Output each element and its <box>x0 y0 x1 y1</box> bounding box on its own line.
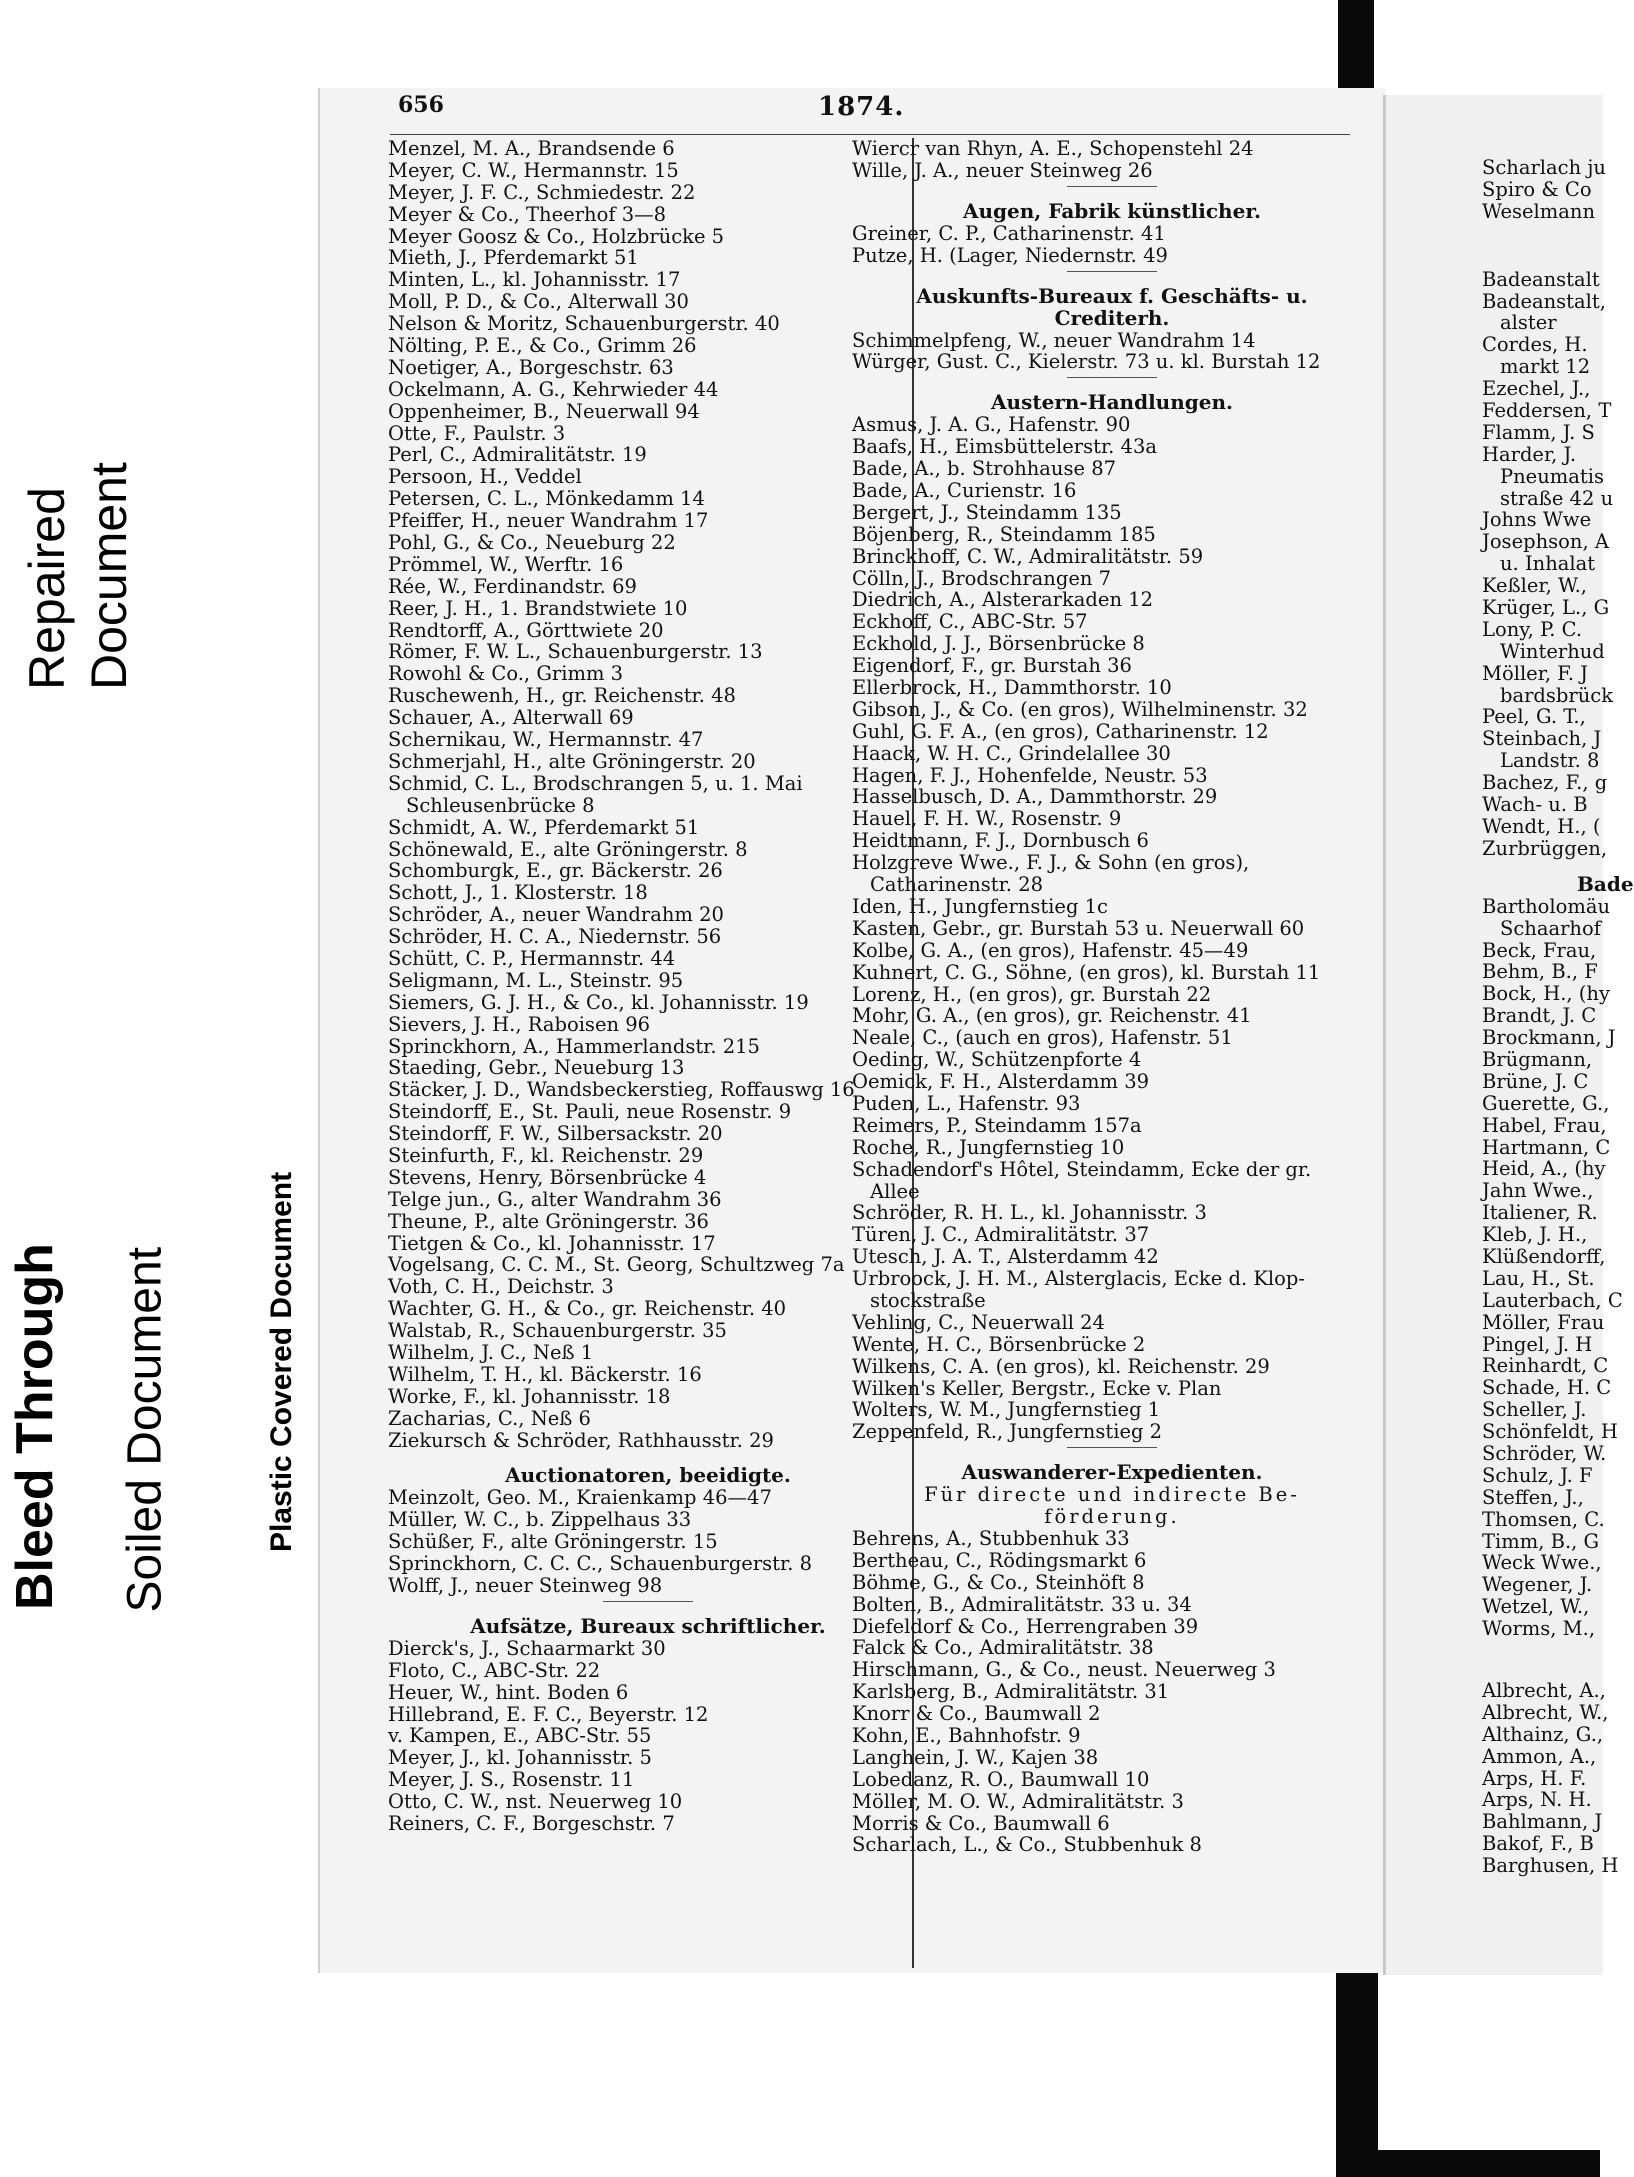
directory-entry: Badeanstalt <box>1482 267 1600 291</box>
directory-entry: Scharlach ju <box>1482 156 1606 179</box>
right-group-2 <box>1482 896 1634 1640</box>
directory-entry: Wilkens, C. A. (en gros), kl. Reichenstr. 29 <box>852 1354 1270 1378</box>
directory-entry: Schmerjahl, H., alte Gröningerstr. 20 <box>388 749 756 773</box>
directory-entry: Kuhnert, C. G., Söhne, (en gros), kl. Burstah 11 <box>852 960 1321 984</box>
directory-entry: Karlsberg, B., Admiralitätstr. 31 <box>852 1680 1170 1704</box>
directory-entry: Baafs, H., Eimsbüttelerstr. 43a <box>852 435 1157 459</box>
directory-entry: Prömmel, W., Werftr. 16 <box>388 552 624 576</box>
directory-entry: Sprinckhorn, C. C. C., Schauenburgerstr. 8 <box>388 1552 812 1576</box>
directory-entry: Josephson, A <box>1482 530 1609 554</box>
repaired-document-label: Repaired Document <box>19 462 137 690</box>
directory-entry: Oeding, W., Schützenpforte 4 <box>852 1048 1142 1072</box>
directory-entry: Flamm, J. S <box>1482 420 1595 444</box>
directory-entry: Schimmelpfeng, W., neuer Wandrahm 14 <box>852 328 1256 352</box>
auskunft-heading: Auskunfts-Bureaux f. Geschäfts- u. <box>916 283 1308 308</box>
directory-entry: Heidtmann, F. J., Dornbusch 6 <box>852 829 1149 853</box>
directory-entry: Hirschmann, G., & Co., neust. Neuerweg 3 <box>852 1658 1276 1682</box>
directory-entry: Meyer, J. S., Rosenstr. 11 <box>388 1768 635 1792</box>
right-group-1 <box>1482 269 1634 860</box>
section-rule <box>1067 1447 1157 1448</box>
directory-entry: Beck, Frau, <box>1482 938 1597 962</box>
directory-entry: Brügmann, <box>1482 1047 1593 1071</box>
directory-entry: Keßler, W., <box>1482 574 1587 598</box>
directory-entry: Neale, C., (auch en gros), Hafenstr. 51 <box>852 1026 1233 1050</box>
directory-entry: Scheller, J. <box>1482 1398 1587 1422</box>
next-page-fragment <box>1383 95 1634 1975</box>
directory-entry: Schmidt, A. W., Pferdemarkt 51 <box>388 815 700 839</box>
directory-entry: Rendtorff, A., Görttwiete 20 <box>388 618 664 642</box>
directory-entry: Diefeldorf & Co., Herrengraben 39 <box>852 1614 1199 1638</box>
directory-entry: Meinzolt, Geo. M., Kraienkamp 46—47 <box>388 1486 772 1510</box>
directory-entry: Noetiger, A., Borgeschstr. 63 <box>388 355 674 379</box>
directory-entry: Timm, B., G <box>1482 1529 1600 1553</box>
directory-entry: Eckhold, J. J., Börsenbrücke 8 <box>852 632 1145 656</box>
directory-entry: Roche, R., Jungfernstieg 10 <box>852 1135 1125 1159</box>
directory-entry: Schaarhof <box>1500 916 1601 940</box>
directory-entry: Wendt, H., ( <box>1482 814 1601 838</box>
austern-heading: Austern-Handlungen. <box>991 390 1233 415</box>
directory-entry: Feddersen, T <box>1482 399 1612 423</box>
page-number: 656 <box>398 92 444 118</box>
directory-entry: Bartholomäu <box>1482 894 1611 918</box>
directory-entry: Persoon, H., Veddel <box>388 465 582 489</box>
overlay-labels <box>0 0 320 2177</box>
directory-entry: Cordes, H. <box>1482 333 1588 357</box>
directory-entry: Weck Wwe., <box>1482 1551 1602 1575</box>
directory-entry: Bade, A., Curienstr. 16 <box>852 479 1077 503</box>
directory-entry: Schauer, A., Alterwall 69 <box>388 706 634 730</box>
spacer <box>1482 223 1634 269</box>
directory-entry: Wolff, J., neuer Steinweg 98 <box>388 1574 663 1597</box>
austern-list <box>852 414 1372 1443</box>
directory-entry: Mieth, J., Pferdemarkt 51 <box>388 246 639 270</box>
directory-entry: Lorenz, H., (en gros), gr. Burstah 22 <box>852 982 1212 1006</box>
directory-entry: Wegener, J. <box>1482 1573 1593 1597</box>
auctionatoren-list <box>388 1487 908 1596</box>
directory-entry: Lobedanz, R. O., Baumwall 10 <box>852 1767 1150 1791</box>
directory-entry: Müller, W. C., b. Zippelhaus 33 <box>388 1508 692 1532</box>
directory-entry: Weselmann <box>1482 199 1596 223</box>
directory-entry: Heid, A., (hy <box>1482 1157 1606 1181</box>
directory-entry: Meyer, J., kl. Johannisstr. 5 <box>388 1746 652 1770</box>
soiled-document-label: Soiled Document <box>118 1246 172 1613</box>
directory-entry: Brockmann, J <box>1482 1026 1616 1050</box>
auskunft-list <box>852 330 1372 374</box>
directory-entry: Zurbrüggen, <box>1482 836 1608 860</box>
directory-entry: Winterhud <box>1500 639 1605 663</box>
directory-entry: Schröder, H. C. A., Niedernstr. 56 <box>388 925 722 949</box>
directory-entry: Telge jun., G., alter Wandrahm 36 <box>388 1187 722 1211</box>
auctionatoren-heading: Auctionatoren, beeidigte. <box>505 1463 791 1488</box>
middle-column <box>852 138 1372 1856</box>
directory-entry: Schernikau, W., Hermannstr. 47 <box>388 728 704 752</box>
directory-entry: Petersen, C. L., Mönkedamm 14 <box>388 487 705 511</box>
directory-entry: Arps, N. H. <box>1482 1788 1592 1812</box>
directory-entry: Urbroock, J. H. M., Alsterglacis, Ecke d. Klop- <box>852 1267 1305 1291</box>
directory-entry: Mohr, G. A., (en gros), gr. Reichenstr. 41 <box>852 1004 1252 1028</box>
page-year: 1874. <box>818 92 905 122</box>
directory-entry: Schmid, C. L., Brodschrangen 5, u. 1. Mai <box>388 771 803 795</box>
directory-entry: Theune, P., alte Gröningerstr. 36 <box>388 1209 709 1233</box>
directory-entry: Bolten, B., Admiralitätstr. 33 u. 34 <box>852 1592 1192 1616</box>
directory-entry: Langhein, J. W., Kajen 38 <box>852 1745 1099 1769</box>
directory-entry: Iden, H., Jungfernstieg 1c <box>852 894 1108 918</box>
directory-entry: Vehling, C., Neuerwall 24 <box>852 1310 1105 1334</box>
directory-entry: Puden, L., Hafenstr. 93 <box>852 1091 1081 1115</box>
directory-entry: Haack, W. H. C., Grindelallee 30 <box>852 741 1171 765</box>
directory-entry: Meyer & Co., Theerhof 3—8 <box>388 202 667 226</box>
section-rule <box>1067 271 1157 272</box>
directory-entry: Siemers, G. J. H., & Co., kl. Johannisstr. 19 <box>388 990 809 1014</box>
directory-entry: Diedrich, A., Alsterarkaden 12 <box>852 588 1154 612</box>
directory-entry: Wiercr van Rhyn, A. E., Schopenstehl 24 <box>852 137 1254 160</box>
directory-entry: Nölting, P. E., & Co., Grimm 26 <box>388 334 697 358</box>
directory-entry: Stäcker, J. D., Wandsbeckerstieg, Roffauswg 16 <box>388 1078 855 1102</box>
auswanderer-subtitle-2: förderung. <box>1044 1505 1180 1529</box>
directory-entry: Stevens, Henry, Börsenbrücke 4 <box>388 1165 707 1189</box>
directory-entry: Althainz, G., <box>1482 1722 1604 1746</box>
binding-bar-top <box>1338 0 1374 95</box>
directory-entry: Kasten, Gebr., gr. Burstah 53 u. Neuerwall 60 <box>852 916 1305 940</box>
right-column <box>1482 157 1634 1877</box>
directory-entry: Reer, J. H., 1. Brandstwiete 10 <box>388 596 688 620</box>
directory-entry: Schomburgk, E., gr. Bäckerstr. 26 <box>388 859 723 883</box>
directory-entry: Catharinenstr. 28 <box>870 873 1044 897</box>
binding-bar-bottom <box>1336 1972 1378 2177</box>
directory-entry: Möller, M. O. W., Admiralitätstr. 3 <box>852 1789 1184 1813</box>
directory-entry: bardsbrück <box>1500 683 1614 707</box>
directory-entry: Lauterbach, C <box>1482 1288 1623 1312</box>
section-rule <box>603 1601 693 1602</box>
directory-entry: Rée, W., Ferdinandstr. 69 <box>388 574 637 598</box>
directory-entry: Habel, Frau, <box>1482 1113 1607 1137</box>
directory-entry: Schüßer, F., alte Gröningerstr. 15 <box>388 1530 718 1554</box>
directory-entry: Bergert, J., Steindamm 135 <box>852 500 1122 524</box>
directory-entry: Eigendorf, F., gr. Burstah 36 <box>852 654 1132 678</box>
directory-entry: Guhl, G. F. A., (en gros), Catharinenstr. 12 <box>852 719 1269 743</box>
auswanderer-subtitle-1: Für directe und indirecte Be- <box>924 1483 1300 1507</box>
directory-entry: Steffen, J., <box>1482 1485 1584 1509</box>
directory-entry: Schröder, W. <box>1482 1441 1607 1465</box>
directory-entry: Scharlach, L., & Co., Stubbenhuk 8 <box>852 1833 1202 1857</box>
directory-entry: Bahlmann, J <box>1482 1810 1603 1834</box>
directory-entry: Seligmann, M. L., Steinstr. 95 <box>388 968 684 992</box>
mid-top-list <box>852 138 1372 182</box>
directory-entry: Bachez, F., g <box>1482 771 1608 795</box>
directory-entry: Ruschewenh, H., gr. Reichenstr. 48 <box>388 684 736 708</box>
directory-entry: Oppenheimer, B., Neuerwall 94 <box>388 399 700 423</box>
directory-entry: Wachter, G. H., & Co., gr. Reichenstr. 40 <box>388 1297 787 1321</box>
directory-entry: Steindorff, F. W., Silbersackstr. 20 <box>388 1122 723 1146</box>
directory-entry: Wolters, W. M., Jungfernstieg 1 <box>852 1398 1161 1422</box>
aufsaetze-heading: Aufsätze, Bureaux schriftlicher. <box>470 1613 826 1638</box>
directory-entry: Falck & Co., Admiralitätstr. 38 <box>852 1636 1154 1660</box>
directory-entry: Schönfeldt, H <box>1482 1420 1618 1444</box>
directory-entry: Tietgen & Co., kl. Johannisstr. 17 <box>388 1231 716 1255</box>
directory-entry: Italiener, R. <box>1482 1201 1598 1225</box>
directory-entry: Römer, F. W. L., Schauenburgerstr. 13 <box>388 640 763 664</box>
directory-entry: Wille, J. A., neuer Steinweg 26 <box>852 158 1153 182</box>
directory-entry: Utesch, J. A. T., Alsterdamm 42 <box>852 1245 1159 1269</box>
directory-entry: Würger, Gust. C., Kielerstr. 73 u. kl. Burstah 12 <box>852 350 1321 374</box>
page-edge-bottom <box>1374 2150 1600 2177</box>
directory-entry: Vogelsang, C. C. M., St. Georg, Schultzweg 7a <box>388 1253 845 1277</box>
directory-entry: Möller, F. J <box>1482 661 1589 685</box>
right-top-list <box>1482 157 1634 223</box>
directory-entry: Schütt, C. P., Hermannstr. 44 <box>388 946 676 970</box>
directory-entry: Nelson & Moritz, Schauenburgerstr. 40 <box>388 312 780 336</box>
directory-entry: Peel, G. T., <box>1482 705 1586 729</box>
directory-entry: Walstab, R., Schauenburgerstr. 35 <box>388 1319 727 1343</box>
directory-entry: Kohn, E., Bahnhofstr. 9 <box>852 1724 1081 1747</box>
directory-entry: Schröder, A., neuer Wandrahm 20 <box>388 903 724 927</box>
auskunft-heading-2: Crediterh. <box>1054 305 1170 330</box>
directory-entry: Worms, M., <box>1482 1617 1596 1641</box>
directory-entry: Reiners, C. F., Borgeschstr. 7 <box>388 1812 675 1836</box>
directory-entry: Dierck's, J., Schaarmarkt 30 <box>388 1636 666 1660</box>
directory-entry: Reimers, P., Steindamm 157a <box>852 1113 1142 1137</box>
directory-entry: Wetzel, W., <box>1482 1595 1590 1619</box>
directory-entry: Bertheau, C., Rödingsmarkt 6 <box>852 1548 1147 1572</box>
directory-entry: Otto, C. W., nst. Neuerweg 10 <box>388 1790 683 1814</box>
directory-entry: Pohl, G., & Co., Neueburg 22 <box>388 531 676 555</box>
directory-entry: Wach- u. B <box>1482 793 1588 817</box>
directory-entry: Allee <box>870 1179 920 1203</box>
directory-entry: straße 42 u <box>1500 486 1614 510</box>
directory-entry: Krüger, L., G <box>1482 596 1610 620</box>
directory-entry: Schleusenbrücke 8 <box>406 793 595 817</box>
directory-entry: Moll, P. D., & Co., Alterwall 30 <box>388 290 689 314</box>
directory-entry: Wilhelm, T. H., kl. Bäckerstr. 16 <box>388 1362 702 1386</box>
directory-entry: Hasselbusch, D. A., Dammthorstr. 29 <box>852 785 1218 809</box>
directory-entry: Brandt, J. C <box>1482 1004 1597 1028</box>
directory-entry: Schönewald, E., alte Gröningerstr. 8 <box>388 837 748 861</box>
directory-entry: Ziekursch & Schröder, Rathhausstr. 29 <box>388 1428 774 1452</box>
directory-entry: Jahn Wwe., <box>1482 1179 1594 1203</box>
directory-entry: Thomsen, C. <box>1482 1507 1605 1531</box>
directory-entry: Rowohl & Co., Grimm 3 <box>388 662 624 686</box>
directory-entry: Albrecht, A., <box>1482 1679 1606 1702</box>
directory-entry: Klüßendorff, <box>1482 1244 1606 1268</box>
directory-entry: Menzel, M. A., Brandsende 6 <box>388 137 675 160</box>
directory-entry: Johns Wwe <box>1482 508 1592 532</box>
header-rule <box>390 134 1350 135</box>
directory-entry: v. Kampen, E., ABC-Str. 55 <box>388 1724 652 1748</box>
directory-entry: Wilhelm, J. C., Neß 1 <box>388 1340 594 1364</box>
directory-entry: Putze, H. (Lager, Niedernstr. 49 <box>852 243 1168 267</box>
directory-entry: Möller, Frau <box>1482 1310 1605 1334</box>
directory-entry: Steinfurth, F., kl. Reichenstr. 29 <box>388 1143 704 1167</box>
directory-entry: Cölln, J., Brodschrangen 7 <box>852 566 1112 590</box>
directory-entry: Knorr & Co., Baumwall 2 <box>852 1702 1101 1726</box>
directory-entry: Meyer, J. F. C., Schmiedestr. 22 <box>388 180 696 204</box>
bleed-through-label: Bleed Through <box>6 1243 64 1610</box>
left-entry-list <box>388 138 908 1451</box>
directory-entry: Brinckhoff, C. W., Admiralitätstr. 59 <box>852 544 1204 568</box>
document-page <box>318 88 1385 1973</box>
directory-entry: Worke, F., kl. Johannisstr. 18 <box>388 1384 671 1408</box>
directory-entry: Sievers, J. H., Raboisen 96 <box>388 1012 651 1036</box>
directory-entry: Heuer, W., hint. Boden 6 <box>388 1680 629 1704</box>
augen-heading: Augen, Fabrik künstlicher. <box>963 198 1261 223</box>
directory-entry: Landstr. 8 <box>1500 749 1600 773</box>
directory-entry: Arps, H. F. <box>1482 1766 1587 1790</box>
directory-entry: Behm, B., F <box>1482 960 1598 984</box>
directory-entry: Asmus, J. A. G., Hafenstr. 90 <box>852 413 1131 437</box>
directory-entry: alster <box>1500 311 1557 335</box>
directory-entry: Ammon, A., <box>1482 1744 1597 1768</box>
directory-entry: Hauel, F. H. W., Rosenstr. 9 <box>852 807 1122 831</box>
directory-entry: Ezechel, J., <box>1482 377 1591 401</box>
directory-entry: Schadendorf's Hôtel, Steindamm, Ecke der gr. <box>852 1157 1312 1181</box>
directory-entry: Barghusen, H <box>1482 1854 1619 1878</box>
directory-entry: Schulz, J. F <box>1482 1463 1593 1487</box>
directory-entry: Kleb, J. H., <box>1482 1223 1588 1247</box>
spacer <box>1482 1640 1634 1680</box>
left-column <box>388 138 914 1968</box>
directory-entry: Pingel, J. H <box>1482 1332 1593 1356</box>
directory-entry: Otte, F., Paulstr. 3 <box>388 421 566 445</box>
directory-entry: Gibson, J., & Co. (en gros), Wilhelminenstr. 32 <box>852 697 1308 721</box>
directory-entry: Böjenberg, R., Steindamm 185 <box>852 522 1156 546</box>
directory-entry: Schröder, R. H. L., kl. Johannisstr. 3 <box>852 1201 1207 1225</box>
directory-entry: Ockelmann, A. G., Kehrwieder 44 <box>388 377 719 401</box>
directory-entry: Perl, C., Admiralitätstr. 19 <box>388 443 647 467</box>
directory-entry: Eckhoff, C., ABC-Str. 57 <box>852 610 1088 634</box>
directory-entry: Reinhardt, C <box>1482 1354 1609 1378</box>
bade-heading: Bade <box>1577 871 1634 896</box>
section-rule <box>1067 377 1157 378</box>
directory-entry: Holzgreve Wwe., F. J., & Sohn (en gros), <box>852 851 1250 875</box>
directory-entry: Bock, H., (hy <box>1482 982 1610 1006</box>
aufsaetze-list <box>388 1638 908 1835</box>
directory-entry: Brüne, J. C <box>1482 1069 1589 1093</box>
directory-entry: Staeding, Gebr., Neueburg 13 <box>388 1056 685 1080</box>
directory-entry: Hillebrand, E. F. C., Beyerstr. 12 <box>388 1702 709 1726</box>
auswanderer-heading: Auswanderer-Expedienten. <box>961 1460 1263 1485</box>
directory-entry: Zeppenfeld, R., Jungfernstieg 2 <box>852 1420 1163 1444</box>
directory-entry: Wilken's Keller, Bergstr., Ecke v. Plan <box>852 1376 1222 1400</box>
directory-entry: Oemick, F. H., Alsterdamm 39 <box>852 1070 1150 1094</box>
directory-entry: Böhme, G., & Co., Steinhöft 8 <box>852 1570 1145 1594</box>
directory-entry: Sprinckhorn, A., Hammerlandstr. 215 <box>388 1034 760 1058</box>
directory-entry: Hartmann, C <box>1482 1135 1611 1159</box>
directory-entry: Guerette, G., <box>1482 1091 1610 1115</box>
directory-entry: Meyer, C. W., Hermannstr. 15 <box>388 158 679 182</box>
directory-entry: Türen, J. C., Admiralitätstr. 37 <box>852 1223 1150 1247</box>
augen-list <box>852 223 1372 267</box>
directory-entry: Pfeiffer, H., neuer Wandrahm 17 <box>388 509 709 533</box>
directory-entry: Behrens, A., Stubbenhuk 33 <box>852 1526 1130 1550</box>
directory-entry: Voth, C. H., Deichstr. 3 <box>388 1275 614 1299</box>
right-group-3 <box>1482 1680 1634 1877</box>
directory-entry: Pneumatis <box>1500 464 1604 488</box>
directory-entry: u. Inhalat <box>1500 552 1596 576</box>
directory-entry: Schott, J., 1. Klosterstr. 18 <box>388 881 648 905</box>
section-rule <box>1067 186 1157 187</box>
directory-entry: Hagen, F. J., Hohenfelde, Neustr. 53 <box>852 763 1208 787</box>
directory-entry: Albrecht, W., <box>1482 1700 1609 1724</box>
directory-entry: Schade, H. C <box>1482 1376 1612 1400</box>
directory-entry: Kolbe, G. A., (en gros), Hafenstr. 45—49 <box>852 938 1249 962</box>
directory-entry: Badeanstalt, <box>1482 289 1606 313</box>
directory-entry: Lony, P. C. <box>1482 617 1583 641</box>
directory-entry: Minten, L., kl. Johannisstr. 17 <box>388 268 681 292</box>
directory-entry: Bakof, F., B <box>1482 1832 1594 1856</box>
auswanderer-list <box>852 1528 1372 1856</box>
directory-entry: Floto, C., ABC-Str. 22 <box>388 1658 601 1682</box>
directory-entry: Ellerbrock, H., Dammthorstr. 10 <box>852 676 1172 700</box>
plastic-covered-label: Plastic Covered Document <box>265 1171 298 1552</box>
directory-entry: Steinbach, J <box>1482 727 1602 751</box>
directory-entry: Bade, A., b. Strohhause 87 <box>852 457 1117 481</box>
directory-entry: Morris & Co., Baumwall 6 <box>852 1811 1110 1835</box>
directory-entry: Wente, H. C., Börsenbrücke 2 <box>852 1332 1146 1356</box>
directory-entry: Spiro & Co <box>1482 177 1592 201</box>
directory-entry: Meyer Goosz & Co., Holzbrücke 5 <box>388 224 725 248</box>
directory-entry: markt 12 <box>1500 355 1591 379</box>
directory-entry: Harder, J. <box>1482 442 1577 466</box>
directory-entry: Zacharias, C., Neß 6 <box>388 1406 591 1430</box>
directory-entry: stockstraße <box>870 1288 986 1312</box>
directory-entry: Steindorff, E., St. Pauli, neue Rosenstr. 9 <box>388 1100 792 1124</box>
directory-entry: Greiner, C. P., Catharinenstr. 41 <box>852 221 1166 245</box>
directory-entry: Lau, H., St. <box>1482 1266 1595 1290</box>
